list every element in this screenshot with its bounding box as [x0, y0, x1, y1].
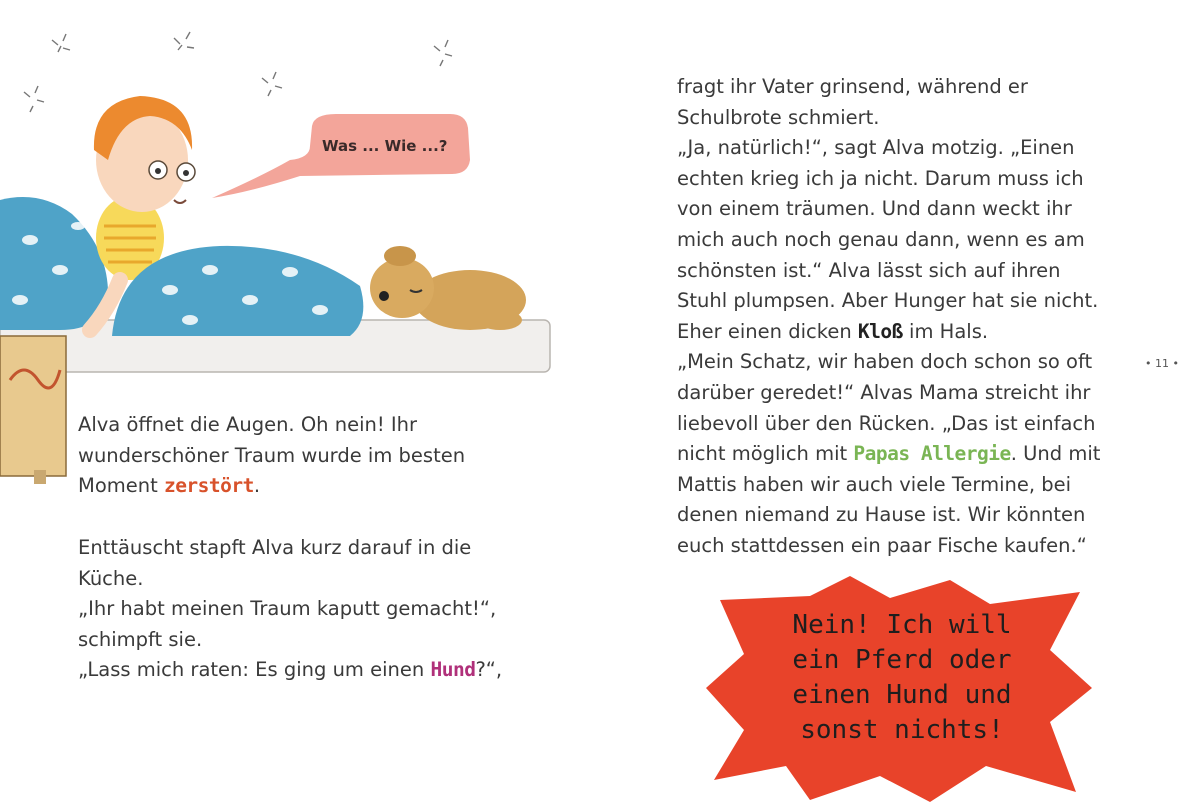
left-paragraph-1: Alva öffnet die Augen. Oh nein! Ihr wunderschöner Traum wurde im besten Moment zerstört. — [78, 413, 466, 498]
highlight-word: Kloß — [857, 319, 903, 343]
speech-bubble-text: Was ... Wie ...? — [322, 137, 448, 155]
puppy — [370, 246, 526, 330]
burst-text: Nein! Ich will ein Pferd oder einen Hund und sonst nichts! — [792, 610, 1012, 745]
right-body-text: fragt ihr Vater grinsend, während er Schulbrote schmiert. „Ja, natürlich!“, sagt Alva motzig. „Einen echten krieg ich ja nicht. Darum muss ich von einem träumen. Und dann weckt ihr mich auch noch genau dann, wenn es am schönsten ist.“ Alva lässt sich auf ihren Stuhl plumpsen. Aber Hunger hat sie nicht. Eher einen dicken Kloß im Hals. „Mein Schatz, wir haben doch schon so oft darüber geredet!“ Alvas Mama streicht ihr liebevoll über den Rücken. „Das ist einfach nicht möglich mit Papas Allergie. Und mit Mattis haben wir auch viele Termine, bei denen niemand zu Hause ist. Wir könnten euch stattdessen ein paar Fische kaufen.“ — [677, 75, 1101, 557]
highlight-word: Papas Allergie — [853, 442, 1011, 466]
speech-bubble — [212, 114, 470, 198]
highlight-word: Hund — [430, 658, 476, 682]
left-paragraph-2: Enttäuscht stapft Alva kurz darauf in die Küche. „Ihr habt meinen Traum kaputt gemacht!“, schimpft sie. „Lass mich raten: Es ging um einen Hund?“, — [78, 536, 503, 682]
sparkle-icon — [24, 32, 452, 112]
page-number: • 11 • — [1145, 357, 1179, 370]
highlight-word: zerstört — [163, 474, 254, 498]
